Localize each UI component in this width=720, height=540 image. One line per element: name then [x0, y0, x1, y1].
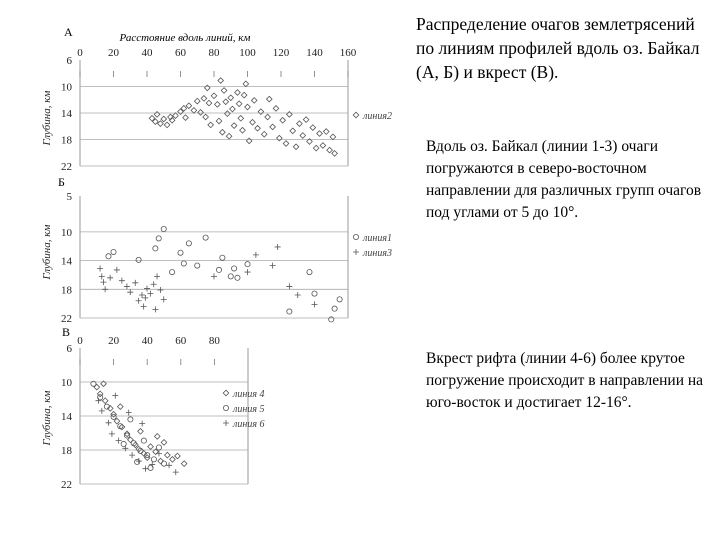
- data-point-линия2: [250, 119, 256, 125]
- data-point-линия3: [245, 269, 251, 275]
- data-point-линия6: [143, 466, 149, 472]
- panel-b-axes: [41, 191, 348, 325]
- legend-label: линия 6: [233, 419, 265, 430]
- legend-marker: [353, 234, 358, 239]
- data-point-линия1: [178, 250, 183, 255]
- data-point-линия4: [138, 429, 144, 435]
- data-point-линия5: [151, 457, 156, 462]
- data-point-линия6: [116, 438, 122, 444]
- data-point-линия3: [99, 273, 105, 279]
- data-point-линия2: [225, 111, 231, 117]
- data-point-линия2: [201, 96, 207, 102]
- data-point-линия5: [124, 433, 129, 438]
- data-point-линия6: [106, 420, 112, 426]
- y-axis-label: Глубина, км: [41, 390, 53, 446]
- data-point-линия3: [144, 286, 150, 292]
- data-point-линия2: [226, 133, 232, 139]
- y-tick-label: 10: [61, 81, 72, 94]
- data-point-линия4: [148, 444, 154, 450]
- y-axis-label: Глубина, км: [41, 224, 53, 280]
- data-point-линия2: [273, 106, 279, 112]
- data-point-линия2: [280, 117, 286, 123]
- data-point-линия6: [129, 452, 135, 458]
- data-point-линия2: [198, 110, 204, 116]
- panel-c: [41, 325, 264, 491]
- data-point-линия2: [320, 143, 326, 149]
- panel-c-legend: [223, 389, 264, 430]
- data-point-линия2: [186, 103, 192, 109]
- data-point-линия2: [297, 121, 303, 127]
- y-tick-label: 14: [61, 255, 72, 268]
- data-point-линия3: [211, 273, 217, 279]
- data-point-линия2: [266, 96, 272, 102]
- data-point-линия2: [265, 114, 271, 120]
- data-point-линия4: [181, 461, 187, 467]
- legend-label: линия 4: [233, 389, 265, 400]
- legend-marker: [223, 390, 229, 396]
- x-tick-label: 40: [141, 335, 153, 347]
- data-point-линия1: [216, 267, 221, 272]
- data-point-линия1: [220, 255, 225, 260]
- y-tick-label: 22: [61, 161, 72, 173]
- data-point-линия2: [183, 115, 189, 121]
- data-point-линия2: [203, 114, 209, 120]
- data-point-линия5: [128, 417, 133, 422]
- data-point-линия1: [312, 291, 317, 296]
- data-point-линия2: [277, 135, 283, 141]
- data-point-линия1: [156, 236, 161, 241]
- x-tick-label: 60: [175, 335, 187, 347]
- data-point-линия1: [136, 257, 141, 262]
- data-point-линия3: [102, 286, 108, 292]
- data-point-линия3: [154, 273, 160, 279]
- data-point-линия2: [223, 99, 229, 105]
- data-point-линия1: [161, 226, 166, 231]
- x-tick-label: 140: [306, 47, 323, 59]
- data-point-линия5: [138, 448, 143, 453]
- data-point-линия2: [173, 113, 179, 119]
- data-point-линия2: [194, 98, 200, 104]
- data-point-линия1: [332, 306, 337, 311]
- data-point-линия2: [215, 102, 221, 108]
- data-point-линия2: [221, 88, 227, 94]
- data-point-линия2: [154, 112, 160, 118]
- x-tick-label: 100: [239, 47, 256, 59]
- data-point-линия1: [228, 274, 233, 279]
- y-tick-label: 10: [61, 226, 72, 239]
- data-point-линия1: [307, 269, 312, 274]
- legend-marker: [353, 249, 359, 255]
- legend-label: линия 5: [233, 404, 265, 415]
- y-tick-label: 6: [66, 55, 72, 67]
- data-point-линия3: [132, 280, 138, 286]
- data-point-линия2: [236, 101, 242, 107]
- y-tick-label: 18: [61, 134, 72, 147]
- data-point-линия3: [136, 298, 142, 304]
- y-tick-label: 14: [61, 108, 72, 120]
- data-point-линия3: [114, 267, 120, 273]
- legend-label: линия2: [363, 111, 392, 122]
- x-tick-label: 20: [108, 335, 120, 347]
- data-point-линия2: [270, 124, 276, 130]
- legend-marker: [223, 420, 229, 426]
- y-tick-label: 5: [66, 191, 72, 203]
- data-point-линия2: [218, 78, 224, 84]
- data-point-линия1: [337, 297, 342, 302]
- data-point-линия2: [246, 138, 252, 144]
- data-point-линия2: [327, 147, 333, 153]
- data-point-линия1: [235, 275, 240, 280]
- data-point-линия3: [119, 278, 125, 284]
- data-point-линия1: [153, 246, 158, 251]
- data-point-линия1: [170, 269, 175, 274]
- panel-c-axes: [41, 335, 248, 491]
- data-point-линия3: [141, 304, 147, 310]
- panel-c-label: В: [62, 325, 71, 339]
- data-point-линия6: [95, 398, 101, 404]
- data-point-линия3: [139, 292, 145, 298]
- data-point-линия2: [323, 129, 329, 135]
- data-point-линия2: [206, 100, 212, 106]
- data-point-линия2: [211, 93, 217, 99]
- data-point-линия4: [94, 384, 100, 390]
- data-point-линия2: [290, 128, 296, 134]
- data-point-линия3: [107, 275, 113, 281]
- data-point-линия2: [300, 133, 306, 139]
- data-point-линия1: [181, 261, 186, 266]
- legend-marker: [223, 405, 228, 410]
- data-point-линия3: [97, 265, 103, 271]
- data-point-линия2: [245, 104, 251, 110]
- data-point-линия6: [112, 393, 118, 399]
- data-point-линия2: [261, 131, 267, 137]
- data-point-линия1: [111, 249, 116, 254]
- data-point-линия3: [312, 301, 318, 307]
- data-point-линия5: [131, 441, 136, 446]
- x-tick-label: 0: [77, 335, 83, 347]
- data-point-линия2: [258, 109, 264, 115]
- panel-a-points: [149, 78, 337, 156]
- y-tick-label: 14: [61, 411, 72, 423]
- data-point-линия5: [141, 438, 146, 443]
- data-point-линия6: [139, 421, 145, 427]
- data-point-линия2: [243, 81, 249, 87]
- data-point-линия3: [151, 281, 157, 287]
- data-point-линия3: [157, 287, 163, 293]
- x-tick-label: 80: [208, 335, 220, 347]
- x-tick-label: 120: [272, 47, 290, 59]
- data-point-линия2: [293, 144, 299, 150]
- data-point-линия2: [235, 90, 241, 96]
- data-point-линия6: [126, 410, 132, 416]
- data-point-линия4: [170, 457, 176, 463]
- data-point-линия2: [283, 141, 289, 147]
- panel-a-label: А: [64, 25, 73, 39]
- data-point-линия4: [175, 453, 181, 459]
- y-tick-label: 18: [61, 284, 72, 297]
- data-point-линия1: [186, 241, 191, 246]
- paragraph-across-rift: Вкрест рифта (линии 4-6) более крутое погружение происходит в направлении на юго-восток и достигает 12-16°.: [426, 350, 704, 411]
- data-point-линия4: [102, 398, 108, 404]
- data-point-линия2: [216, 118, 222, 124]
- data-point-линия4: [154, 434, 160, 440]
- data-point-линия3: [270, 263, 276, 269]
- panel-b-legend: [353, 233, 392, 259]
- data-point-линия2: [317, 131, 323, 137]
- data-point-линия3: [161, 296, 167, 302]
- data-point-линия2: [230, 106, 236, 112]
- data-point-линия5: [161, 461, 166, 466]
- panel-b: [41, 175, 392, 325]
- data-point-линия2: [161, 116, 167, 122]
- data-point-линия2: [220, 129, 226, 135]
- data-point-линия1: [245, 262, 250, 267]
- data-point-линия2: [255, 125, 261, 131]
- y-tick-label: 22: [61, 479, 72, 491]
- data-point-линия3: [100, 279, 106, 285]
- panel-c-points: [91, 381, 187, 475]
- panel-a-title: Расстояние вдоль линий, км: [119, 32, 251, 44]
- data-point-линия1: [287, 309, 292, 314]
- data-point-линия2: [330, 134, 336, 140]
- data-point-линия6: [156, 450, 162, 456]
- data-point-линия2: [238, 116, 244, 122]
- panel-b-points: [97, 226, 342, 322]
- data-point-линия2: [313, 145, 319, 151]
- legend-label: линия3: [363, 248, 392, 259]
- data-point-линия2: [303, 117, 309, 123]
- data-point-линия2: [164, 122, 170, 128]
- data-point-линия1: [195, 263, 200, 268]
- data-point-линия1: [203, 235, 208, 240]
- data-point-линия3: [286, 283, 292, 289]
- data-point-линия2: [231, 123, 237, 129]
- data-point-линия2: [332, 151, 338, 157]
- data-point-линия3: [295, 292, 301, 298]
- data-point-линия2: [251, 98, 257, 104]
- panel-a-legend: [353, 111, 392, 122]
- data-point-линия4: [118, 404, 124, 410]
- y-tick-label: 18: [61, 445, 72, 457]
- data-point-линия3: [253, 252, 259, 258]
- data-point-линия4: [161, 440, 167, 446]
- data-point-линия2: [228, 95, 234, 101]
- slide-title: Распределение очагов землетрясений по линиям профилей вдоль оз. Байкал (А, Б) и вкрест (В).: [416, 14, 700, 82]
- data-point-линия3: [147, 291, 153, 297]
- data-point-линия3: [275, 244, 281, 250]
- data-point-линия2: [310, 125, 316, 131]
- x-tick-label: 80: [208, 47, 220, 59]
- data-point-линия5: [156, 445, 161, 450]
- x-tick-label: 160: [339, 47, 357, 59]
- data-point-линия3: [124, 283, 130, 289]
- x-tick-label: 60: [175, 47, 186, 59]
- x-tick-label: 0: [77, 47, 83, 59]
- data-point-линия6: [149, 461, 155, 467]
- y-tick-label: 22: [61, 313, 72, 325]
- data-point-линия4: [165, 452, 171, 458]
- data-point-линия3: [127, 289, 133, 295]
- panel-b-label: Б: [58, 175, 65, 189]
- data-point-линия2: [205, 85, 211, 91]
- data-point-линия6: [173, 469, 179, 475]
- data-point-линия3: [142, 295, 148, 301]
- data-point-линия6: [109, 431, 115, 437]
- y-axis-label: Глубина, км: [41, 90, 53, 146]
- paragraph-along-baikal: Вдоль оз. Байкал (линии 1-3) очаги погружаются в северо-восточном направлении для различных групп очагов под углами от 5 до 10°.: [426, 138, 702, 221]
- panel-a: [41, 25, 392, 173]
- data-point-линия3: [152, 306, 158, 312]
- legend-label: линия1: [363, 233, 392, 244]
- panel-a-axes: [41, 47, 357, 173]
- data-point-линия2: [287, 112, 293, 118]
- x-tick-label: 40: [141, 47, 153, 59]
- data-point-линия2: [240, 127, 246, 133]
- data-point-линия1: [232, 266, 237, 271]
- data-point-линия1: [106, 254, 111, 259]
- data-point-линия2: [241, 92, 247, 98]
- data-point-линия2: [208, 122, 214, 128]
- x-tick-label: 20: [108, 47, 119, 59]
- legend-marker: [353, 112, 359, 118]
- data-point-линия2: [191, 108, 197, 114]
- y-tick-label: 10: [61, 377, 72, 389]
- data-point-линия6: [99, 408, 105, 414]
- y-tick-label: 6: [66, 343, 72, 355]
